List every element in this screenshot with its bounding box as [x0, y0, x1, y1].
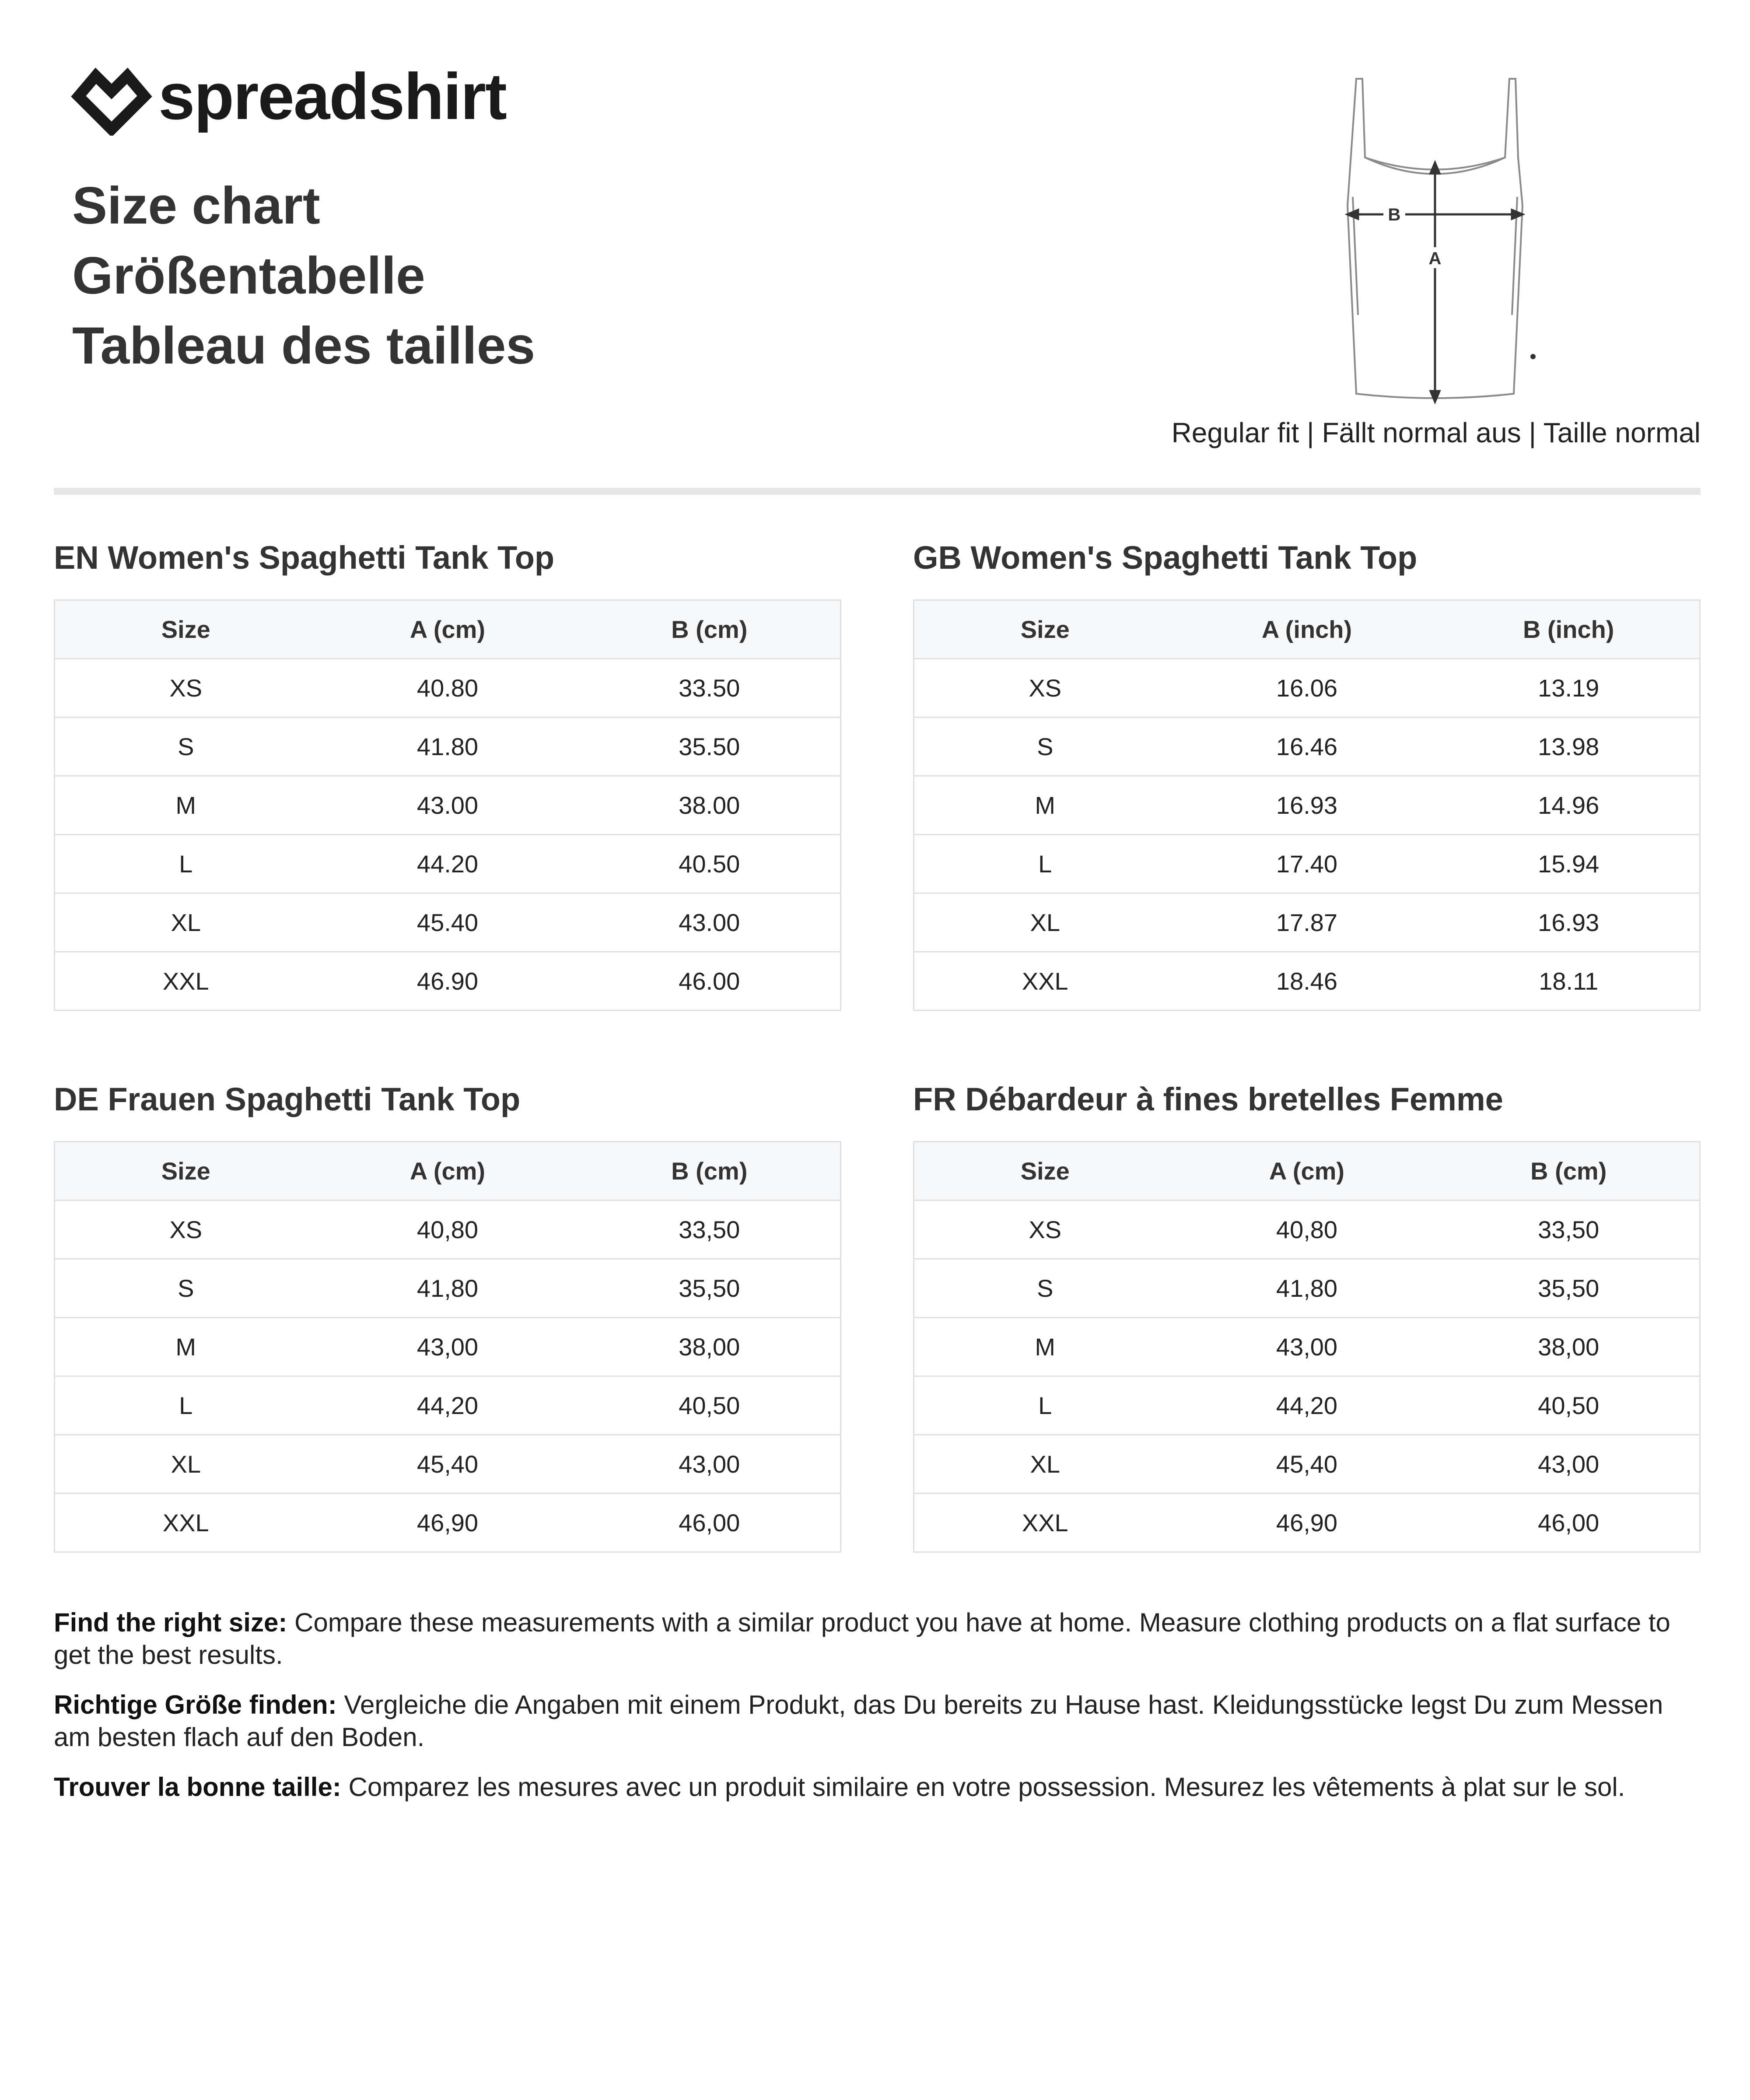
column-header: B (inch) — [1438, 600, 1700, 659]
column-header: B (cm) — [579, 600, 841, 659]
table-cell: 46.90 — [317, 952, 579, 1011]
table-cell: 45,40 — [1176, 1435, 1438, 1494]
table-cell: XXL — [55, 952, 317, 1011]
table-cell: 13.98 — [1438, 718, 1700, 776]
table-cell: 46,90 — [1176, 1494, 1438, 1552]
table-row — [55, 893, 841, 952]
table-cell: 41.80 — [317, 718, 579, 776]
table-row — [914, 1200, 1700, 1259]
table-title: GB Women's Spaghetti Tank Top — [913, 539, 1418, 576]
table-row — [55, 1376, 841, 1435]
diagram-label-b: B — [1388, 205, 1401, 224]
table-row — [55, 1435, 841, 1494]
page-titles — [72, 171, 535, 381]
table-cell: XL — [55, 1435, 317, 1494]
table-cell: 16.46 — [1176, 718, 1438, 776]
title-en: Size chart — [72, 176, 320, 235]
table-header-row — [55, 1142, 841, 1200]
table-row — [914, 893, 1700, 952]
table-cell: XS — [55, 659, 317, 718]
table-cell: S — [914, 1259, 1176, 1318]
table-cell: 46,90 — [317, 1494, 579, 1552]
table-cell: 43,00 — [579, 1435, 841, 1494]
size-table-fr — [913, 1080, 1701, 1553]
table-cell: 15.94 — [1438, 835, 1700, 893]
column-header: A (cm) — [1176, 1142, 1438, 1200]
table-cell: 43,00 — [1438, 1435, 1700, 1494]
table-cell: 45,40 — [317, 1435, 579, 1494]
title-fr: Tableau des tailles — [72, 316, 536, 375]
header-divider — [54, 488, 1701, 495]
table-cell: XS — [914, 659, 1176, 718]
table-cell: 35,50 — [579, 1259, 841, 1318]
sizing-notes — [54, 1606, 1701, 1821]
column-header: A (cm) — [317, 1142, 579, 1200]
table-row — [914, 776, 1700, 835]
table-cell: 40.50 — [579, 835, 841, 893]
table-row — [914, 835, 1700, 893]
table-row — [914, 1435, 1700, 1494]
table-row — [914, 1259, 1700, 1318]
table-cell: 17.40 — [1176, 835, 1438, 893]
note-label: Trouver la bonne taille: — [54, 1772, 341, 1802]
table-header-row — [55, 600, 841, 659]
table-cell: 35,50 — [1438, 1259, 1700, 1318]
table-row — [55, 1259, 841, 1318]
table-cell: XL — [914, 893, 1176, 952]
table-cell: 38.00 — [579, 776, 841, 835]
title-de: Größentabelle — [72, 246, 425, 305]
table-cell: 46.00 — [579, 952, 841, 1011]
table-row — [55, 835, 841, 893]
table-row — [55, 952, 841, 1011]
table-row — [914, 718, 1700, 776]
table-cell: 46,00 — [579, 1494, 841, 1552]
column-header: Size — [55, 600, 317, 659]
table-cell: XXL — [55, 1494, 317, 1552]
table-row — [55, 718, 841, 776]
table-cell: 46,00 — [1438, 1494, 1700, 1552]
brand-name: spreadshirt — [158, 60, 506, 133]
size-table — [54, 1141, 841, 1553]
table-cell: 33,50 — [579, 1200, 841, 1259]
table-cell: L — [914, 1376, 1176, 1435]
table-cell: 41,80 — [317, 1259, 579, 1318]
table-cell: 13.19 — [1438, 659, 1700, 718]
heart-logo-icon — [70, 57, 153, 136]
table-cell: 41,80 — [1176, 1259, 1438, 1318]
table-row — [914, 1494, 1700, 1552]
table-cell: 40,80 — [317, 1200, 579, 1259]
table-row — [914, 1376, 1700, 1435]
column-header: Size — [914, 1142, 1176, 1200]
table-cell: XXL — [914, 952, 1176, 1011]
table-cell: 43,00 — [317, 1318, 579, 1376]
table-cell: L — [914, 835, 1176, 893]
size-table — [913, 1141, 1701, 1553]
size-table-en — [54, 538, 841, 1011]
table-row — [55, 1200, 841, 1259]
brand-logo — [70, 57, 506, 136]
table-title: FR Débardeur à fines bretelles Femme — [913, 1081, 1503, 1117]
table-cell: 16.93 — [1176, 776, 1438, 835]
table-cell: 43.00 — [579, 893, 841, 952]
table-row — [914, 952, 1700, 1011]
table-cell: 16.06 — [1176, 659, 1438, 718]
column-header: Size — [914, 600, 1176, 659]
table-cell: 18.11 — [1438, 952, 1700, 1011]
table-row — [55, 659, 841, 718]
table-cell: 33,50 — [1438, 1200, 1700, 1259]
note-label: Richtige Größe finden: — [54, 1690, 337, 1719]
table-cell: 18.46 — [1176, 952, 1438, 1011]
note-text: Comparez les mesures avec un produit similaire en votre possession. Mesurez les vêtements à plat sur le sol. — [341, 1772, 1625, 1802]
table-cell: 14.96 — [1438, 776, 1700, 835]
size-table — [54, 599, 841, 1011]
note-text: Compare these measurements with a similar product you have at home. Measure clothing products on a flat surface to get the best results. — [54, 1608, 1670, 1670]
table-row — [55, 776, 841, 835]
table-cell: 16.93 — [1438, 893, 1700, 952]
table-cell: XXL — [914, 1494, 1176, 1552]
table-cell: M — [55, 776, 317, 835]
table-cell: XS — [914, 1200, 1176, 1259]
table-title: EN Women's Spaghetti Tank Top — [54, 539, 555, 576]
table-cell: 40,50 — [579, 1376, 841, 1435]
column-header: A (inch) — [1176, 600, 1438, 659]
table-cell: 40,50 — [1438, 1376, 1700, 1435]
table-cell: XS — [55, 1200, 317, 1259]
table-cell: 44.20 — [317, 835, 579, 893]
table-cell: XL — [55, 893, 317, 952]
table-header-row — [914, 1142, 1700, 1200]
table-cell: XL — [914, 1435, 1176, 1494]
table-cell: M — [914, 776, 1176, 835]
note-en — [54, 1606, 1701, 1671]
table-cell: S — [914, 718, 1176, 776]
column-header: Size — [55, 1142, 317, 1200]
table-row — [55, 1494, 841, 1552]
note-de — [54, 1689, 1701, 1754]
table-cell: 45.40 — [317, 893, 579, 952]
table-cell: 17.87 — [1176, 893, 1438, 952]
table-cell: 38,00 — [579, 1318, 841, 1376]
note-text: Vergleiche die Angaben mit einem Produkt, das Du bereits zu Hause hast. Kleidungsstücke legst Du zum Messen am besten flach auf den Boden. — [54, 1690, 1663, 1752]
table-cell: L — [55, 1376, 317, 1435]
table-cell: M — [55, 1318, 317, 1376]
size-table-gb — [913, 538, 1701, 1011]
table-cell: S — [55, 1259, 317, 1318]
table-cell: 40.80 — [317, 659, 579, 718]
table-cell: 43,00 — [1176, 1318, 1438, 1376]
column-header: B (cm) — [579, 1142, 841, 1200]
table-cell: 44,20 — [1176, 1376, 1438, 1435]
table-cell: 33.50 — [579, 659, 841, 718]
size-table — [913, 599, 1701, 1011]
column-header: B (cm) — [1438, 1142, 1700, 1200]
table-cell: 40,80 — [1176, 1200, 1438, 1259]
table-cell: 35.50 — [579, 718, 841, 776]
fit-description: Regular fit | Fällt normal aus | Taille normal — [1171, 417, 1701, 448]
table-row — [914, 659, 1700, 718]
table-row — [55, 1318, 841, 1376]
table-cell: M — [914, 1318, 1176, 1376]
table-cell: L — [55, 835, 317, 893]
table-cell: S — [55, 718, 317, 776]
table-cell: 38,00 — [1438, 1318, 1700, 1376]
table-row — [914, 1318, 1700, 1376]
table-cell: 43.00 — [317, 776, 579, 835]
note-label: Find the right size: — [54, 1608, 287, 1637]
size-table-de — [54, 1080, 841, 1553]
diagram-label-a: A — [1428, 249, 1442, 268]
note-fr — [54, 1771, 1701, 1803]
table-cell: 44,20 — [317, 1376, 579, 1435]
table-header-row — [914, 600, 1700, 659]
tank-top-diagram — [1304, 70, 1566, 411]
table-title: DE Frauen Spaghetti Tank Top — [54, 1081, 521, 1117]
column-header: A (cm) — [317, 600, 579, 659]
